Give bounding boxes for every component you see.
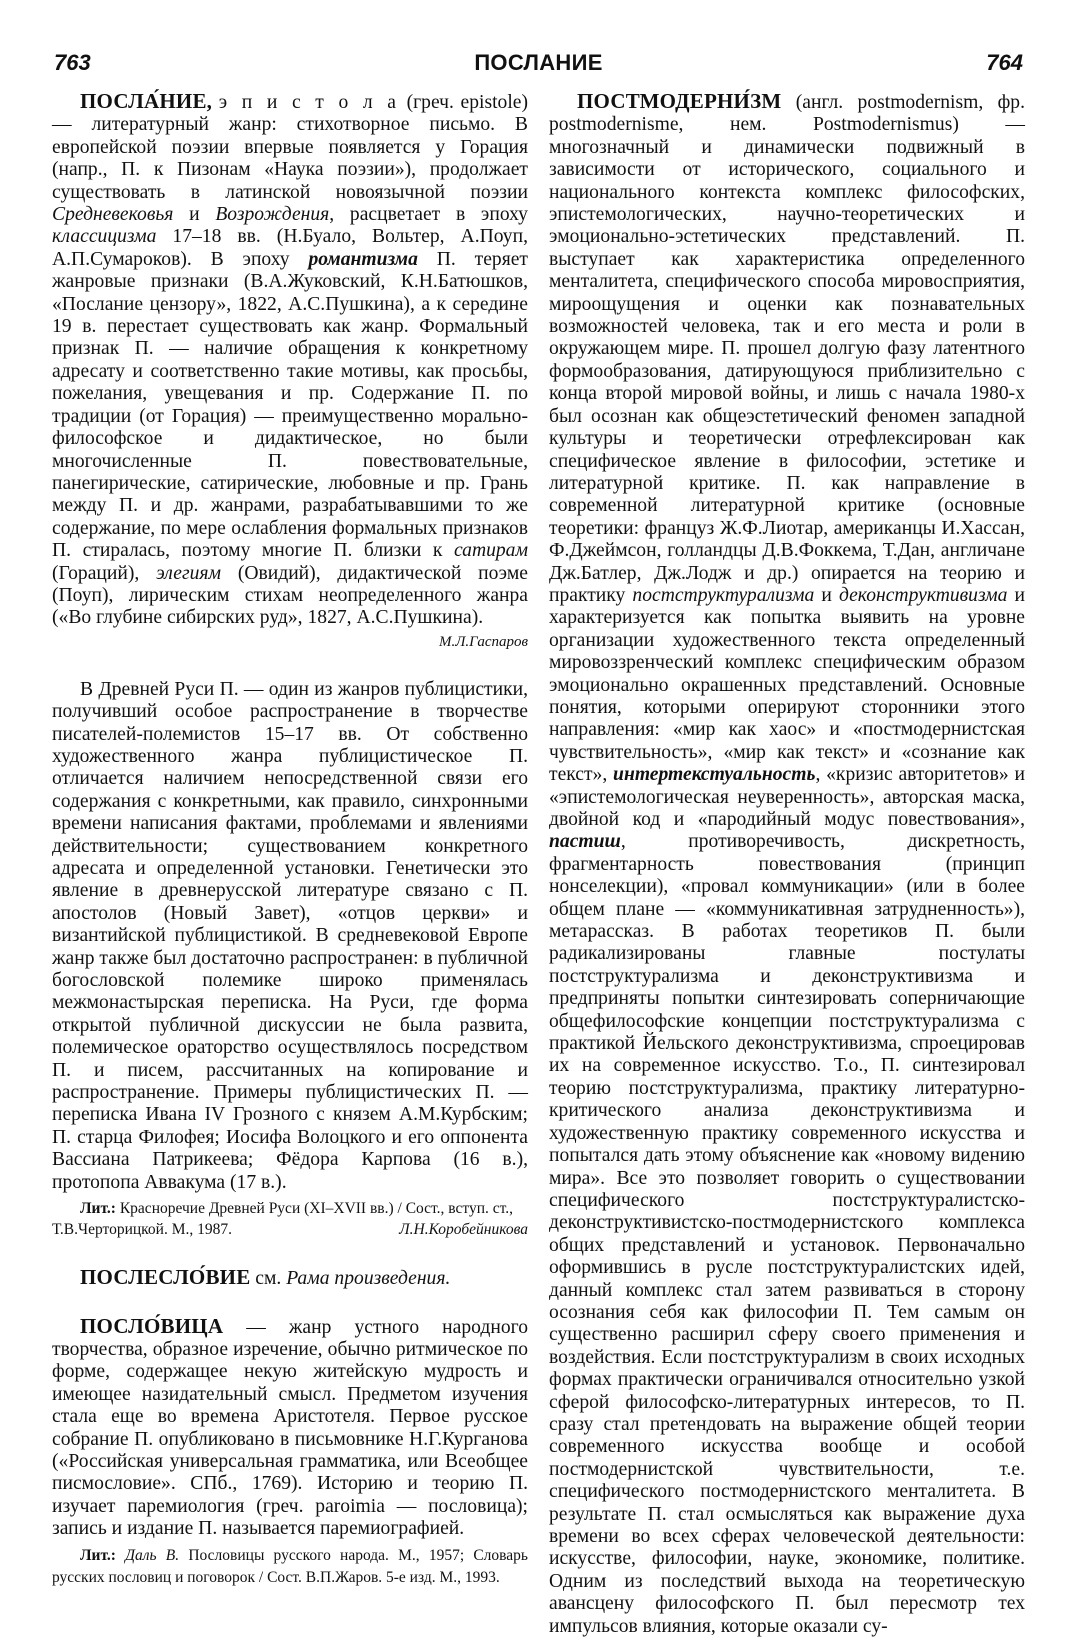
entry-text: — жанр устного народного творчества, образное изречение, обычно ритмическое по форме, содержащее некую житейскую мудрость и имеющее назидательный смысл. Предметом изучения стала еще во времена Аристотеля. Первое русское собрание П. опубликовано в письмовнике Н.Г.Курганова («Российская универсальная грамматика, или Всеобщее писмословие». СПб., 1769). Историю и теорию П. изучает паремиология (греч. paroimia — пословица); запись и издание П. называется паремиографией. <box>52 1316 528 1540</box>
cross-ref: классицизма <box>52 226 157 248</box>
headword: ПОСЛА́НИЕ, <box>80 89 213 113</box>
entry-text: , «кризис авторитетов» и «эпистемологическая неуверенность», авторская маска, двойной код и «пародийный модус повествования», <box>549 764 1025 830</box>
entry-text: (англ. postmodernism, фр. postmodernisme, нем. Postmodernismus) — многозначный и динамически подвижный в зависимости от исторического, социального и национального контекста комплекс философских, эпистемологических, научно-теоретических и эмоционально-эстетических представлений. П. выступает как характеристика определенного менталитета, специфического способа мировосприятия, мироощущения и оценки как познавательных возможностей человека, так и его места и роли в окружающем мире. П. прошел долгую фазу латентного формообразования, датирующуюся приблизительно с конца второй мировой войны, и лишь с начала 1980-х был осознан как общеэстетический феномен западной культуры и теоретически отрефлексирован как специфическое явление в философии, эстетике и литературной критике. П. как направление в современной литературной критике (основные теоретики: француз Ж.Ф.Лиотар, американцы И.Хассан, Ф.Джеймсон, голландцы Д.В.Фоккема, Т.Дан, англичане Дж.Батлер, Дж.Лодж и др.) опирается на теорию и практику <box>549 92 1025 606</box>
cross-ref: сатирам <box>453 540 528 562</box>
page-number-right: 764 <box>986 50 1023 75</box>
entry-rus-text: В Древней Руси П. — один из жанров публицистики, получивший особое распространение в творчестве писателей-полемистов 15–17 вв. От собственно художественного жанра публицистическое П. отличается наличием непосредственной связи его содержания с конкретными, как правило, синхронными времени написания фактами, проблемами и явлениями действительности; существованием конкретного адресата и определенной установки. Генетически это явление в древнерусской литературе связано с П. апостолов (Новый Завет), «отцов церкви» и византийской публицистикой. В средневековой Европе жанр также был достаточно распространен: в публичной богословской полемике широко применялась межмонастырская переписка. На Руси, где форма открытой публичной дискуссии не была развита, полемическое ораторство осуществлялось посредством П. и писем, рассчитанных на копирование и распространение. Примеры публицистических П. — переписка Ивана IV Грозного с князем А.М.Курбским; П. старца Филофея; Иосифа Волоцкого и его оппонента Вассиана Патрикеева; Фёдора Карпова (16 в.), протопопа Аввакума (17 в.). <box>52 678 528 1193</box>
left-column <box>52 90 528 1589</box>
cross-ref: Возрождения <box>215 204 330 226</box>
literature-note <box>52 1545 528 1589</box>
synonym: э п и с т о л а <box>218 92 400 113</box>
headword: ПОСЛО́ВИЦА <box>80 1313 224 1338</box>
lit-text: Пословицы русского народа. М., 1957; Словарь русских пословиц и поговорок / Сост. В.П.Жаров. 5-е изд. М., 1993. <box>52 1546 528 1586</box>
entry-text: (греч. epistole) — литературный жанр: стихотворное письмо. В европейской поэзии впервые появляется у Горация (напр., П. к Пизонам «Наука поэзии»), продолжает существовать в латинской новоязычной поэзии <box>52 92 528 203</box>
cross-ref: элегиям <box>156 562 222 584</box>
author-signature: Л.Н.Коробейникова <box>399 1221 528 1239</box>
entry-text: (Гораций), <box>52 562 157 584</box>
cross-ref: деконструктивизма <box>838 584 1008 606</box>
literature-note-line <box>52 1220 528 1240</box>
entry-text: П. теряет жанровые признаки (В.А.Жуковский, К.Н.Батюшков, «Послание цензору», 1822, А.С.Пушкина), а к середине 19 в. перестает существовать как жанр. Формальный признак П. — наличие обращения к конкретному адресату и соответственно такие мотивы, как просьбы, пожелания, увещевания и пр. Содержание П. по традиции (от Горация) — преимущественно морально-философское и дидактическое, но были многочисленные П. повествовательные, панегирические, сатирические, любовные и пр. Грань между П. и др. жанрами, разрабатывавшими то же содержание, по мере ослабления формальных признаков П. стиралась, поэтому многие П. близки к <box>52 248 528 562</box>
entry-text: , расцветает в эпоху <box>329 204 528 226</box>
entry-text: 17–18 вв. (Н.Буало, Вольтер, А.Поуп, А.П.Сумароков). В эпоху <box>52 226 528 270</box>
right-column <box>549 90 1025 1638</box>
entry-posleslovie <box>52 1266 528 1290</box>
entry-text: и <box>173 204 216 226</box>
page-number-left: 763 <box>54 50 91 75</box>
headword: ПОСЛЕСЛО́ВИЕ <box>80 1265 251 1290</box>
see-text: см. <box>250 1268 287 1290</box>
entry-text: (Овидий), дидактической поэме (Поуп), лирическим стихам неопределенного жанра («Во глубине сибирских руд», 1827, А.С.Пушкина). <box>52 562 528 629</box>
author-signature: М.Л.Гаспаров <box>439 633 528 650</box>
lit-text: Т.В.Черторицкой. М., 1987. <box>52 1221 232 1239</box>
cross-ref: интертекстуальность <box>613 764 816 786</box>
entry-poslovica <box>52 1315 528 1541</box>
lit-author: Даль В. <box>115 1546 180 1564</box>
cross-ref: Рама произведения. <box>286 1268 451 1290</box>
cross-ref: Средневековья <box>52 204 174 226</box>
running-header <box>50 50 1027 84</box>
headword: ПОСТМОДЕРНИ́ЗМ <box>577 89 782 113</box>
entry-postmodernizm <box>549 90 1025 1638</box>
entry-text: и <box>814 584 839 606</box>
lit-text: Красноречие Древней Руси (XI–XVII вв.) / Сост., вступ. ст., <box>115 1200 513 1218</box>
literature-note <box>52 1198 528 1220</box>
entry-text: и характеризуется как попытка выявить на уровне организации художественного текста определенный мировоззренческий комплекс специфическим образом эмоционально окрашенных представлений. Основные понятия, которыми оперируют сторонники этого направления: «мир как хаос» и «постмодернистская чувствительность», «мир как текст» и «сознание как текст», <box>549 584 1025 786</box>
lit-label: Лит.: <box>80 1200 116 1218</box>
lit-label: Лит.: <box>80 1546 116 1564</box>
entry-text: , противоречивость, дискретность, фрагментарность повествования (принцип нонселекции), «провал коммуникации» (или в более общем плане — «коммуникативная затрудненность»), метарассказ. В работах теоретиков П. были радикализированы главные постулаты постструктурализма и деконструктивизма и предприняты попытки синтезировать соперничающие общефилософские концепции постструктурализма с практикой Йельского деконструктивизма, спроецировав их на современное искусство. Т.о., П. синтезировал теорию постструктурализма, практику литературно-критического анализа деконструктивизма и художественную практику современного искусства и попытался дать этому объяснение как «новому видению мира». Все это позволяет говорить о существовании специфического постструктуралистско-деконструктивистско-постмодернистского комплекса общих представлений и установок. Первоначально оформившись в русле постструктуралистских идей, данный комплекс стал затем развиваться в сторону осознания себя как философии П. Тем самым он существенно расширил сферу своего применения и воздействия. Если постструктурализм в своих исходных формах практически ограничивался относительно узкой сферой философско-литературных интересов, то П. сразу стал претендовать на выражение общей теории современного искусства вообще и особой постмодернистской чувствительности, т.е. специфического постмодернистского менталитета. В результате П. стал осмысляться как выражение духа времени во всех сферах человеческой деятельности: искусстве, философии, науке, экономике, политике. Одним из последствий выхода на теоретическую авансцену философского П. был пересмотр тех импульсов влияния, которые оказали су- <box>549 831 1025 1637</box>
entry-poslanie <box>52 90 528 630</box>
cross-ref: романтизма <box>308 248 418 270</box>
cross-ref: постструктурализма <box>632 584 815 606</box>
cross-ref: пастиш <box>549 831 621 853</box>
running-title: ПОСЛАНИЕ <box>474 50 603 75</box>
